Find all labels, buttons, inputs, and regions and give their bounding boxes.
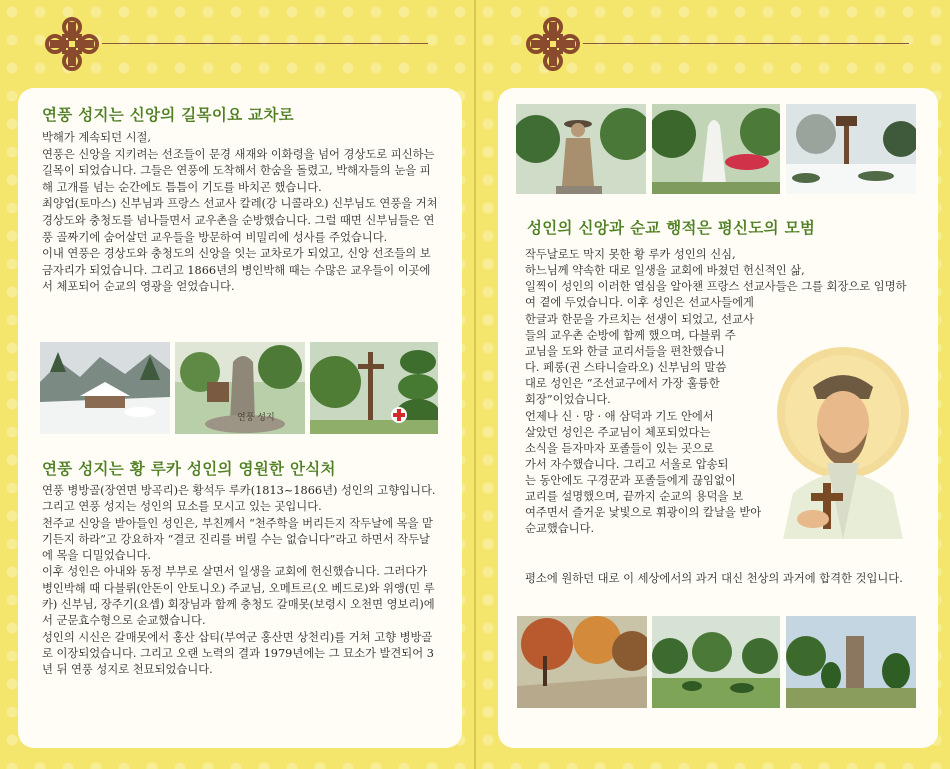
text-line: 작두날로도 막지 못한 황 루카 성인의 신심, <box>525 248 736 261</box>
photo-tomb-monument <box>786 616 916 708</box>
section-title: 연풍 성지는 신앙의 길목이요 교차로 <box>42 106 294 124</box>
header-rule <box>583 43 909 44</box>
section-body <box>42 483 438 679</box>
paragraph: 최양업(토마스) 신부님과 프랑스 선교사 칼레(강 니콜라오) 신부님도 연풍을 거쳐 경상도와 충청도를 넘나들면서 교우촌을 순방했습니다. 그럴 때면 신부님들은 연풍 골짜기에 숨어살던 교우들을 방문하여 비밀리에 성사를 주었습니다. <box>42 197 438 244</box>
paragraph: 그리고 연풍 성지는 성인의 묘소를 모시고 있는 곳입니다. <box>42 500 322 514</box>
text-line: 소식을 듣자마자 포졸들이 있는 곳으로 <box>525 441 714 455</box>
red-cross-icon <box>390 406 408 424</box>
paragraph: 천주교 신앙을 받아들인 성인은, 부친께서 “천주학을 버리든지 작두날에 목을 맡기든지 하라”고 강요하자 “결코 진리를 버릴 수는 없습니다”라고 하면서 작두날에 목을 디밀었습니다. <box>42 516 433 563</box>
text-line: 순교했습니다. <box>525 522 595 536</box>
text-line: 평소에 원하던 대로 이 세상에서의 과거 대신 천상의 과거에 합격한 것입니다. <box>525 572 903 585</box>
photo-garden-lawn <box>652 616 780 708</box>
cross-ornament-icon <box>525 16 581 72</box>
text-line: 여주면서 즐거운 낯빛으로 휘광이의 칼날을 받아 <box>525 506 762 520</box>
photo-snowy-cross <box>786 104 916 194</box>
text-line: 는 동안에도 구경꾼과 포졸들에게 끊임없이 <box>525 473 736 487</box>
text-line: 교님을 도와 한글 교리서들을 편찬했습니 <box>525 345 725 359</box>
text-line: 하느님께 약속한 대로 일생을 교회에 바쳤던 헌신적인 삶, <box>525 264 805 278</box>
photo-mary-statue <box>652 104 780 194</box>
text-line: 회장”이었습니다. <box>525 393 611 407</box>
photo-marker-text: 연풍 성지 <box>237 413 275 423</box>
text-line: 살았던 성인은 주교님이 체포되었다는 <box>525 425 711 439</box>
text-line: 교리를 설명했으며, 끝까지 순교의 용덕을 보 <box>525 490 743 504</box>
header-rule <box>102 43 428 44</box>
photo-saint-statue <box>516 104 646 194</box>
section-title: 성인의 신앙과 순교 행적은 평신도의 모범 <box>527 219 816 237</box>
text-line: 대로 성인은 “조선교구에서 가장 훌륭한 <box>525 377 720 391</box>
text-line: 다. 페롱(권 스타니슬라오) 신부님의 말씀 <box>525 361 727 375</box>
text-line: 가서 자수했습니다. 그리고 서울로 압송되 <box>525 457 729 471</box>
photo-crucifix-garden <box>310 342 438 434</box>
text-line: 한글과 한문을 가르치는 선생이 되었고, 선교사 <box>525 313 754 326</box>
photo-autumn-path <box>517 616 647 708</box>
photo-memorial-stone <box>175 342 305 434</box>
saint-portrait-illustration <box>773 343 913 539</box>
section-body-narrow <box>525 312 795 537</box>
text-line: 들의 교우촌 순방에 함께 했으며, 다블뤼 주 <box>525 329 736 343</box>
section-body <box>525 247 917 311</box>
paragraph: 연풍은 신앙을 지키려는 선조들이 문경 새재와 이화령을 넘어 경상도로 피신하는 길목이 되었습니다. 그들은 연풍에 도착해서 한숨을 돌렸고, 박해자들의 눈을 피해 고개를 넘는 순간에도 틈틈이 기도를 바치곤 했습니다. <box>42 147 435 194</box>
paragraph: 이내 연풍은 경상도와 충청도의 신앙을 잇는 교차로가 되었고, 신앙 선조들의 보금자리가 되었습니다. 그리고 1866년의 병인박해 때는 수많은 교우들이 이곳에서 체포되어 순교의 영광을 얻었습니다. <box>42 247 431 294</box>
section-body <box>42 130 438 296</box>
paragraph: 박해가 계속되던 시절, <box>42 131 151 144</box>
text-line: 언제나 신 · 망 · 애 삼덕과 기도 안에서 <box>525 409 714 423</box>
cross-ornament-icon <box>44 16 100 72</box>
paragraph: 연풍 병방골(장연면 방곡리)은 황석두 루카(1813~1866년) 성인의 고향입니다. <box>42 484 436 497</box>
paragraph: 이후 성인은 아내와 동정 부부로 살면서 일생을 교회에 헌신했습니다. 그러다가 병인박해 때 다블뤼(안돈이 안토니오) 주교님, 오메트르(오 베드로)와 위앵(민 루카) 신부님, 장주기(요셉) 회장님과 함께 충청도 갈매못(보령시 오천면 영보리)에서 군문효수형으로 순교했습니다. <box>42 565 435 628</box>
text-line: 일찍이 성인의 이러한 열심을 알아챈 프랑스 선교사들은 그를 회장으로 임명하여 곁에 두었습니다. 이후 성인은 선교사들에게 <box>525 280 907 310</box>
paragraph: 성인의 시신은 갈매못에서 홍산 삽티(부여군 홍산면 상천리)를 거쳐 고향 병방골로 이장되었습니다. 그리고 오랜 노력의 결과 1979년에는 그 묘소가 발견되어 3년 뒤 연풍 성지로 천묘되었습니다. <box>42 630 434 677</box>
section-body-end <box>525 571 917 587</box>
photo-snowy-village <box>40 342 170 434</box>
section-title: 연풍 성지는 황 루카 성인의 영원한 안식처 <box>42 460 336 478</box>
